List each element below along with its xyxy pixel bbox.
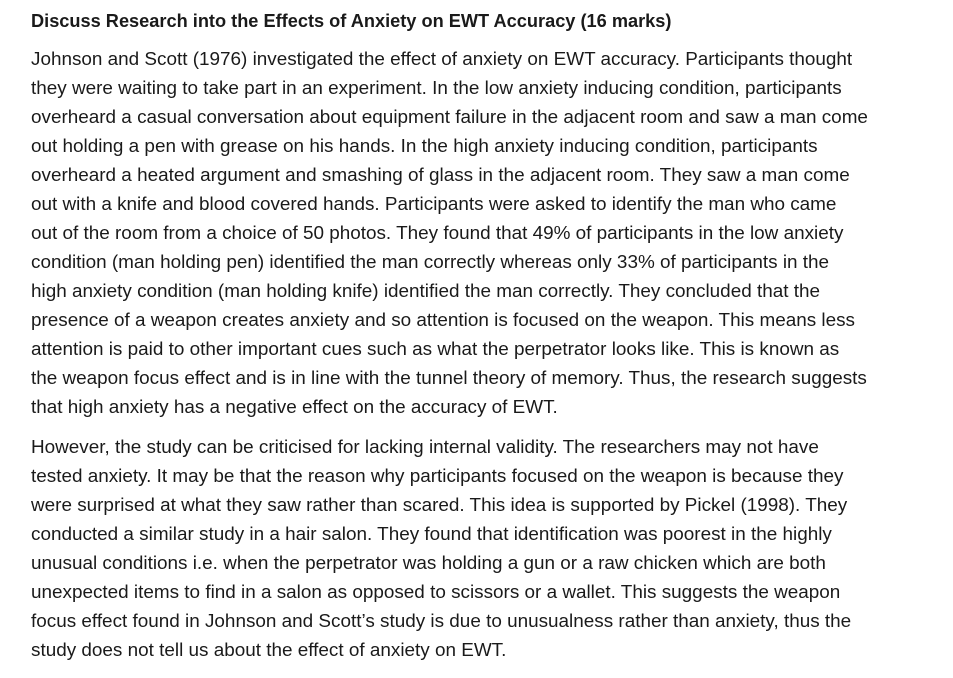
- text-line: focus effect found in Johnson and Scott’s study is due to unusualness rather than anxiety, thus the: [31, 611, 852, 632]
- paragraph-criticism: [31, 433, 936, 665]
- text-line: overheard a heated argument and smashing of glass in the adjacent room. They saw a man come: [31, 165, 850, 186]
- paragraph-johnson-scott: [31, 45, 936, 422]
- text-line: were surprised at what they saw rather than scared. This idea is supported by Pickel (1998). They: [31, 495, 848, 516]
- text-line: the weapon focus effect and is in line with the tunnel theory of memory. Thus, the research suggests: [31, 368, 867, 389]
- text-line: attention is paid to other important cues such as what the perpetrator looks like. This is known as: [31, 339, 840, 360]
- text-line: condition (man holding pen) identified the man correctly whereas only 33% of participants in the: [31, 252, 830, 273]
- text-line: conducted a similar study in a hair salon. They found that identification was poorest in the highly: [31, 524, 832, 545]
- text-line: unexpected items to find in a salon as opposed to scissors or a wallet. This suggests the weapon: [31, 582, 841, 603]
- text-line: Johnson and Scott (1976) investigated the effect of anxiety on EWT accuracy. Participants thought: [31, 49, 853, 70]
- text-line: presence of a weapon creates anxiety and so attention is focused on the weapon. This means less: [31, 310, 856, 331]
- text-line: However, the study can be criticised for lacking internal validity. The researchers may not have: [31, 437, 819, 458]
- text-line: unusual conditions i.e. when the perpetrator was holding a gun or a raw chicken which are both: [31, 553, 826, 574]
- text-line: out with a knife and blood covered hands. Participants were asked to identify the man who came: [31, 194, 837, 215]
- text-line: tested anxiety. It may be that the reason why participants focused on the weapon is because they: [31, 466, 844, 487]
- text-line: out holding a pen with grease on his hands. In the high anxiety inducing condition, participants: [31, 136, 818, 157]
- text-line: overheard a casual conversation about equipment failure in the adjacent room and saw a man come: [31, 107, 868, 128]
- text-line: study does not tell us about the effect of anxiety on EWT.: [31, 640, 507, 661]
- text-line: they were waiting to take part in an experiment. In the low anxiety inducing condition, participants: [31, 78, 842, 99]
- document-title: Discuss Research into the Effects of Anxiety on EWT Accuracy (16 marks): [31, 11, 672, 31]
- document-body: [31, 8, 936, 676]
- text-line: high anxiety condition (man holding knife) identified the man correctly. They concluded that the: [31, 281, 820, 302]
- text-line: that high anxiety has a negative effect on the accuracy of EWT.: [31, 397, 558, 418]
- text-line: out of the room from a choice of 50 photos. They found that 49% of participants in the low anxiety: [31, 223, 844, 244]
